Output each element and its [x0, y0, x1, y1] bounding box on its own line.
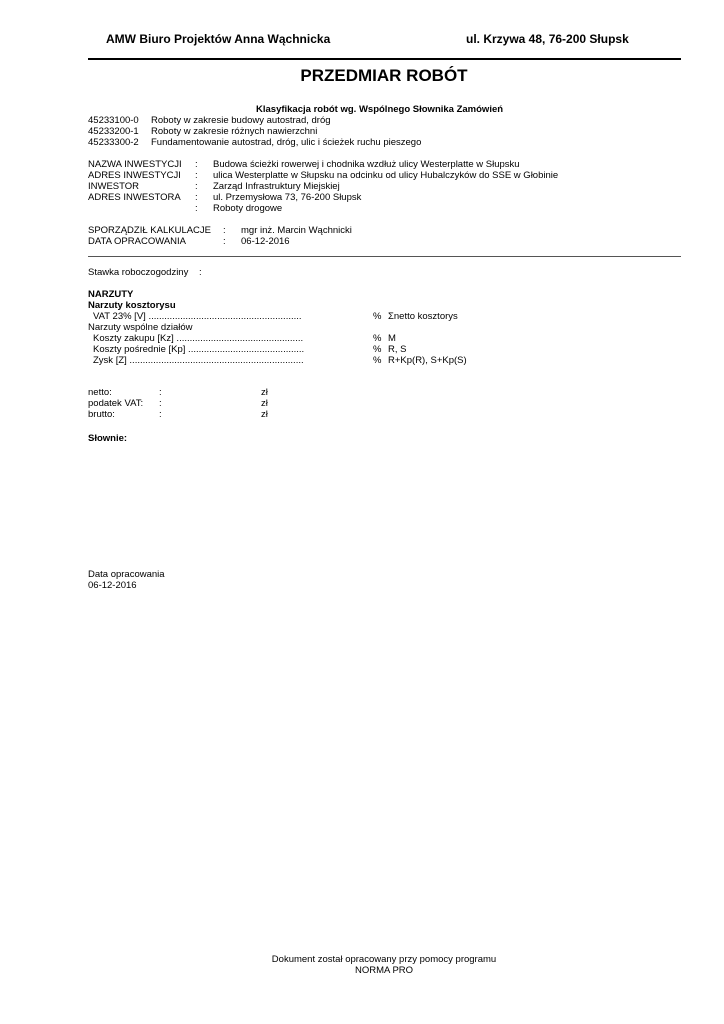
hourly-rate-sep: :: [199, 267, 202, 278]
purchase-cost-base: M: [388, 333, 396, 344]
preparation-date-sep: :: [223, 236, 226, 247]
vat-tax-label: podatek VAT:: [88, 398, 144, 409]
footer-line-2: NORMA PRO: [354, 965, 414, 976]
page-title: PRZEDMIAR ROBÓT: [300, 66, 468, 85]
classification-desc-3: Fundamentowanie autostrad, dróg, ulic i ścieżek ruchu pieszego: [151, 137, 422, 148]
net-label: netto:: [88, 387, 112, 398]
investor-address-sep: :: [195, 192, 198, 203]
classification-desc-1: Roboty w zakresie budowy autostrad, dróg: [151, 115, 331, 126]
investor-address-label: ADRES INWESTORA: [88, 192, 181, 203]
investor-address-value: ul. Przemysłowa 73, 76-200 Słupsk: [213, 192, 362, 203]
vat-tax-sep: :: [159, 398, 162, 409]
gross-label: brutto:: [88, 409, 115, 420]
purchase-cost-label: Koszty zakupu [Kz] ................................................: [93, 333, 304, 344]
footer-line-1: Dokument został opracowany przy pomocy programu: [271, 954, 497, 965]
vat-tax-unit: zł: [261, 398, 268, 409]
indirect-cost-pct: %: [373, 344, 382, 355]
surcharges-heading: NARZUTY: [88, 289, 134, 300]
date-label: Data opracowania: [88, 569, 165, 580]
classification-code-2: 45233200-1: [88, 126, 139, 137]
investor-label: INWESTOR: [88, 181, 140, 192]
classification-desc-2: Roboty w zakresie różnych nawierzchni: [151, 126, 318, 137]
work-type-sep: :: [195, 203, 198, 214]
preparation-date-label: DATA OPRACOWANIA: [88, 236, 187, 247]
cost-surcharges-heading: Narzuty kosztorysu: [88, 300, 176, 311]
date-value: 06-12-2016: [88, 580, 137, 591]
prepared-by-label: SPORZĄDZIŁ KALKULACJE: [88, 225, 212, 236]
preparation-date-value: 06-12-2016: [241, 236, 290, 247]
classification-code-1: 45233100-0: [88, 115, 139, 126]
investment-address-label: ADRES INWESTYCJI: [88, 170, 181, 181]
classification-heading: Klasyfikacja robót wg. Wspólnego Słownika Zamówień: [256, 104, 504, 115]
investor-sep: :: [195, 181, 198, 192]
indirect-cost-label: Koszty pośrednie [Kp] ............................................: [93, 344, 305, 355]
investor-value: Zarząd Infrastruktury Miejskiej: [213, 181, 340, 192]
purchase-cost-pct: %: [373, 333, 382, 344]
classification-code-3: 45233300-2: [88, 137, 139, 148]
prepared-by-sep: :: [223, 225, 226, 236]
section-divider: [88, 256, 681, 257]
profit-base: R+Kp(R), S+Kp(S): [388, 355, 467, 366]
profit-pct: %: [373, 355, 382, 366]
investment-name-sep: :: [195, 159, 198, 170]
net-sep: :: [159, 387, 162, 398]
vat-base: Σnetto kosztorys: [388, 311, 458, 322]
investment-name-label: NAZWA INWESTYCJI: [88, 159, 182, 170]
company-address: ul. Krzywa 48, 76-200 Słupsk: [466, 32, 629, 46]
investment-address-value: ulica Westerplatte w Słupsku na odcinku od ulicy Hubalczyków do SSE w Głobinie: [213, 170, 559, 181]
common-surcharges-heading: Narzuty wspólne działów: [88, 322, 193, 333]
company-name: AMW Biuro Projektów Anna Wąchnicka: [106, 32, 331, 46]
vat-label: VAT 23% [V] ..........................................................: [93, 311, 302, 322]
work-type-value: Roboty drogowe: [213, 203, 283, 214]
amount-in-words-label: Słownie:: [88, 433, 128, 444]
gross-sep: :: [159, 409, 162, 420]
hourly-rate-label: Stawka roboczogodziny: [88, 267, 189, 278]
profit-label: Zysk [Z] ..................................................................: [93, 355, 304, 366]
header-rule: [88, 58, 681, 60]
gross-unit: zł: [261, 409, 268, 420]
net-unit: zł: [261, 387, 268, 398]
investment-name-value: Budowa ścieżki rowerwej i chodnika wzdłuż ulicy Westerplatte w Słupsku: [213, 159, 520, 170]
investment-address-sep: :: [195, 170, 198, 181]
prepared-by-value: mgr inż. Marcin Wąchnicki: [241, 225, 352, 236]
vat-pct: %: [373, 311, 382, 322]
indirect-cost-base: R, S: [388, 344, 407, 355]
